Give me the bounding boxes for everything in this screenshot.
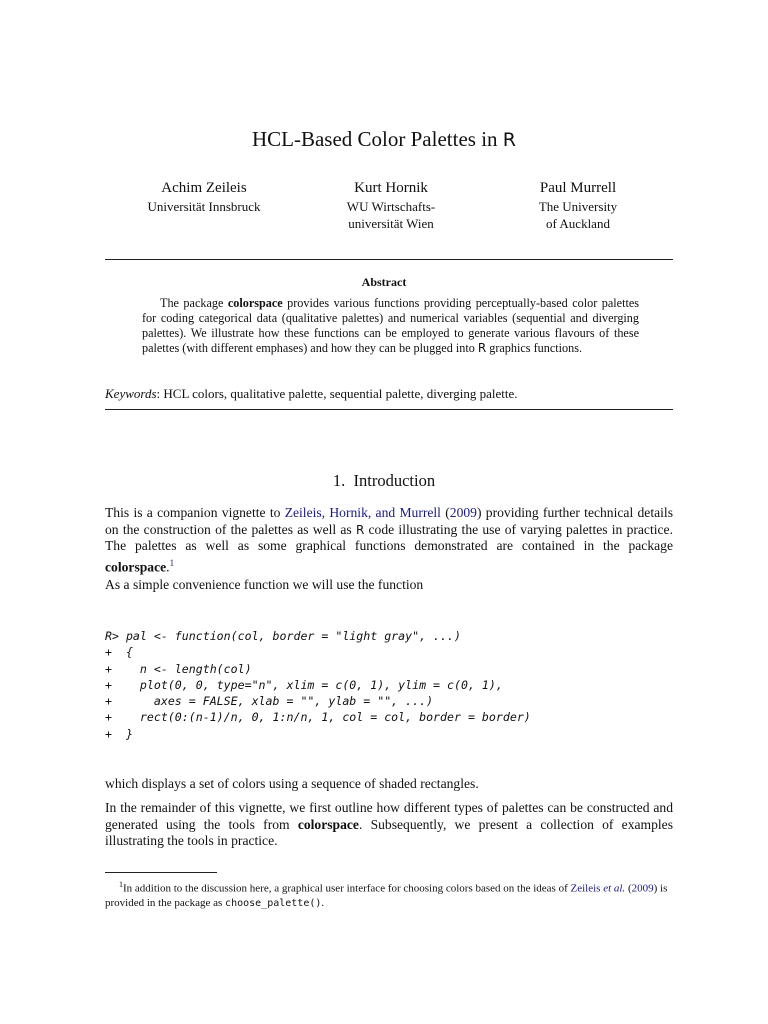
author-murrell	[468, 178, 688, 232]
author-affiliation-2: universität Wien	[348, 216, 434, 231]
code-block	[105, 628, 673, 742]
author-name: Paul Murrell	[539, 180, 617, 196]
abstract-top-rule	[105, 259, 673, 260]
package-name: colorspace	[227, 296, 283, 310]
footnote-marker[interactable]: 1	[169, 557, 175, 568]
section-heading: 1. Introduction	[332, 471, 436, 490]
citation-year-link[interactable]: 2009	[449, 505, 477, 520]
r-language-name: R	[502, 129, 516, 151]
footnote: $^1$In addition to the discussion here, a graphical user interface for choosing colors based on the ideas of Zeileis et al. (2009) is provided in the package as choose_palette().	[105, 880, 668, 909]
intro-paragraph-3: which displays a set of colors using a sequence of shaded rectangles.	[105, 776, 479, 791]
keywords-label: Keywords	[105, 386, 157, 401]
intro-paragraph-4: In the remainder of this vignette, we first outline how different types of palettes can be constructed and generated using the tools from colorspace. Subsequently, we present a collection of examples illustrating the tools in practice.	[105, 800, 673, 848]
author-name: Kurt Hornik	[354, 180, 428, 196]
code-line: + plot(0, 0, type="n", xlim = c(0, 1), ylim = c(0, 1),	[105, 677, 503, 692]
abstract-body: The package colorspace provides various functions providing perceptually-based color palettes for coding categorical data (qualitative palettes) and numerical variables (sequential and diverging palettes). We illustrate how these functions can be employed to generate various flavours of these palettes (with different emphases) and how they can be plugged into R graphics functions.	[142, 296, 639, 355]
package-name: colorspace	[105, 559, 167, 575]
author-affiliation: WU Wirtschafts-	[346, 199, 436, 214]
code-line: + rect(0:(n-1)/n, 0, 1:n/n, 1, col = col, border = border)	[105, 710, 531, 725]
footnote-rule	[105, 872, 217, 873]
footnote-citation-year[interactable]: 2009	[631, 882, 654, 895]
keywords: Keywords: HCL colors, qualitative palette, sequential palette, diverging palette.	[105, 386, 518, 401]
author-name: Achim Zeileis	[161, 180, 247, 196]
abstract-heading: Abstract	[361, 275, 407, 289]
footnote-citation-etal[interactable]: et al.	[603, 882, 626, 895]
code-line: + axes = FALSE, xlab = "", ylab = "", ...)	[105, 694, 434, 709]
footnote-number: 1	[119, 880, 123, 889]
citation-link[interactable]: Zeileis, Hornik, and Murrell	[284, 505, 441, 520]
code-line: R> pal <- function(col, border = "light gray", ...)	[105, 629, 461, 643]
author-affiliation-2: of Auckland	[546, 216, 610, 231]
footnote-citation-link[interactable]: Zeileis	[570, 882, 601, 895]
paper-title: HCL-Based Color Palettes in R	[251, 127, 516, 151]
intro-paragraph-1: This is a companion vignette to Zeileis, Hornik, and Murrell (2009) providing further technical details on the construction of the palettes as well as R code illustrating the use of varying palettes in practice. The palettes as well as some graphical functions demonstrated are contained in the package colorspace.$^1$	[105, 505, 673, 575]
code-line: + }	[105, 726, 133, 741]
author-affiliation: The University	[538, 199, 618, 214]
package-name: colorspace	[297, 816, 359, 832]
author-affiliation: Universität Innsbruck	[147, 199, 261, 214]
function-name: choose_palette()	[225, 897, 322, 909]
abstract-bottom-rule	[105, 409, 673, 410]
intro-paragraph-2: As a simple convenience function we will use the function	[105, 577, 424, 592]
code-line: + n <- length(col)	[105, 661, 252, 676]
code-line: + {	[105, 645, 133, 660]
